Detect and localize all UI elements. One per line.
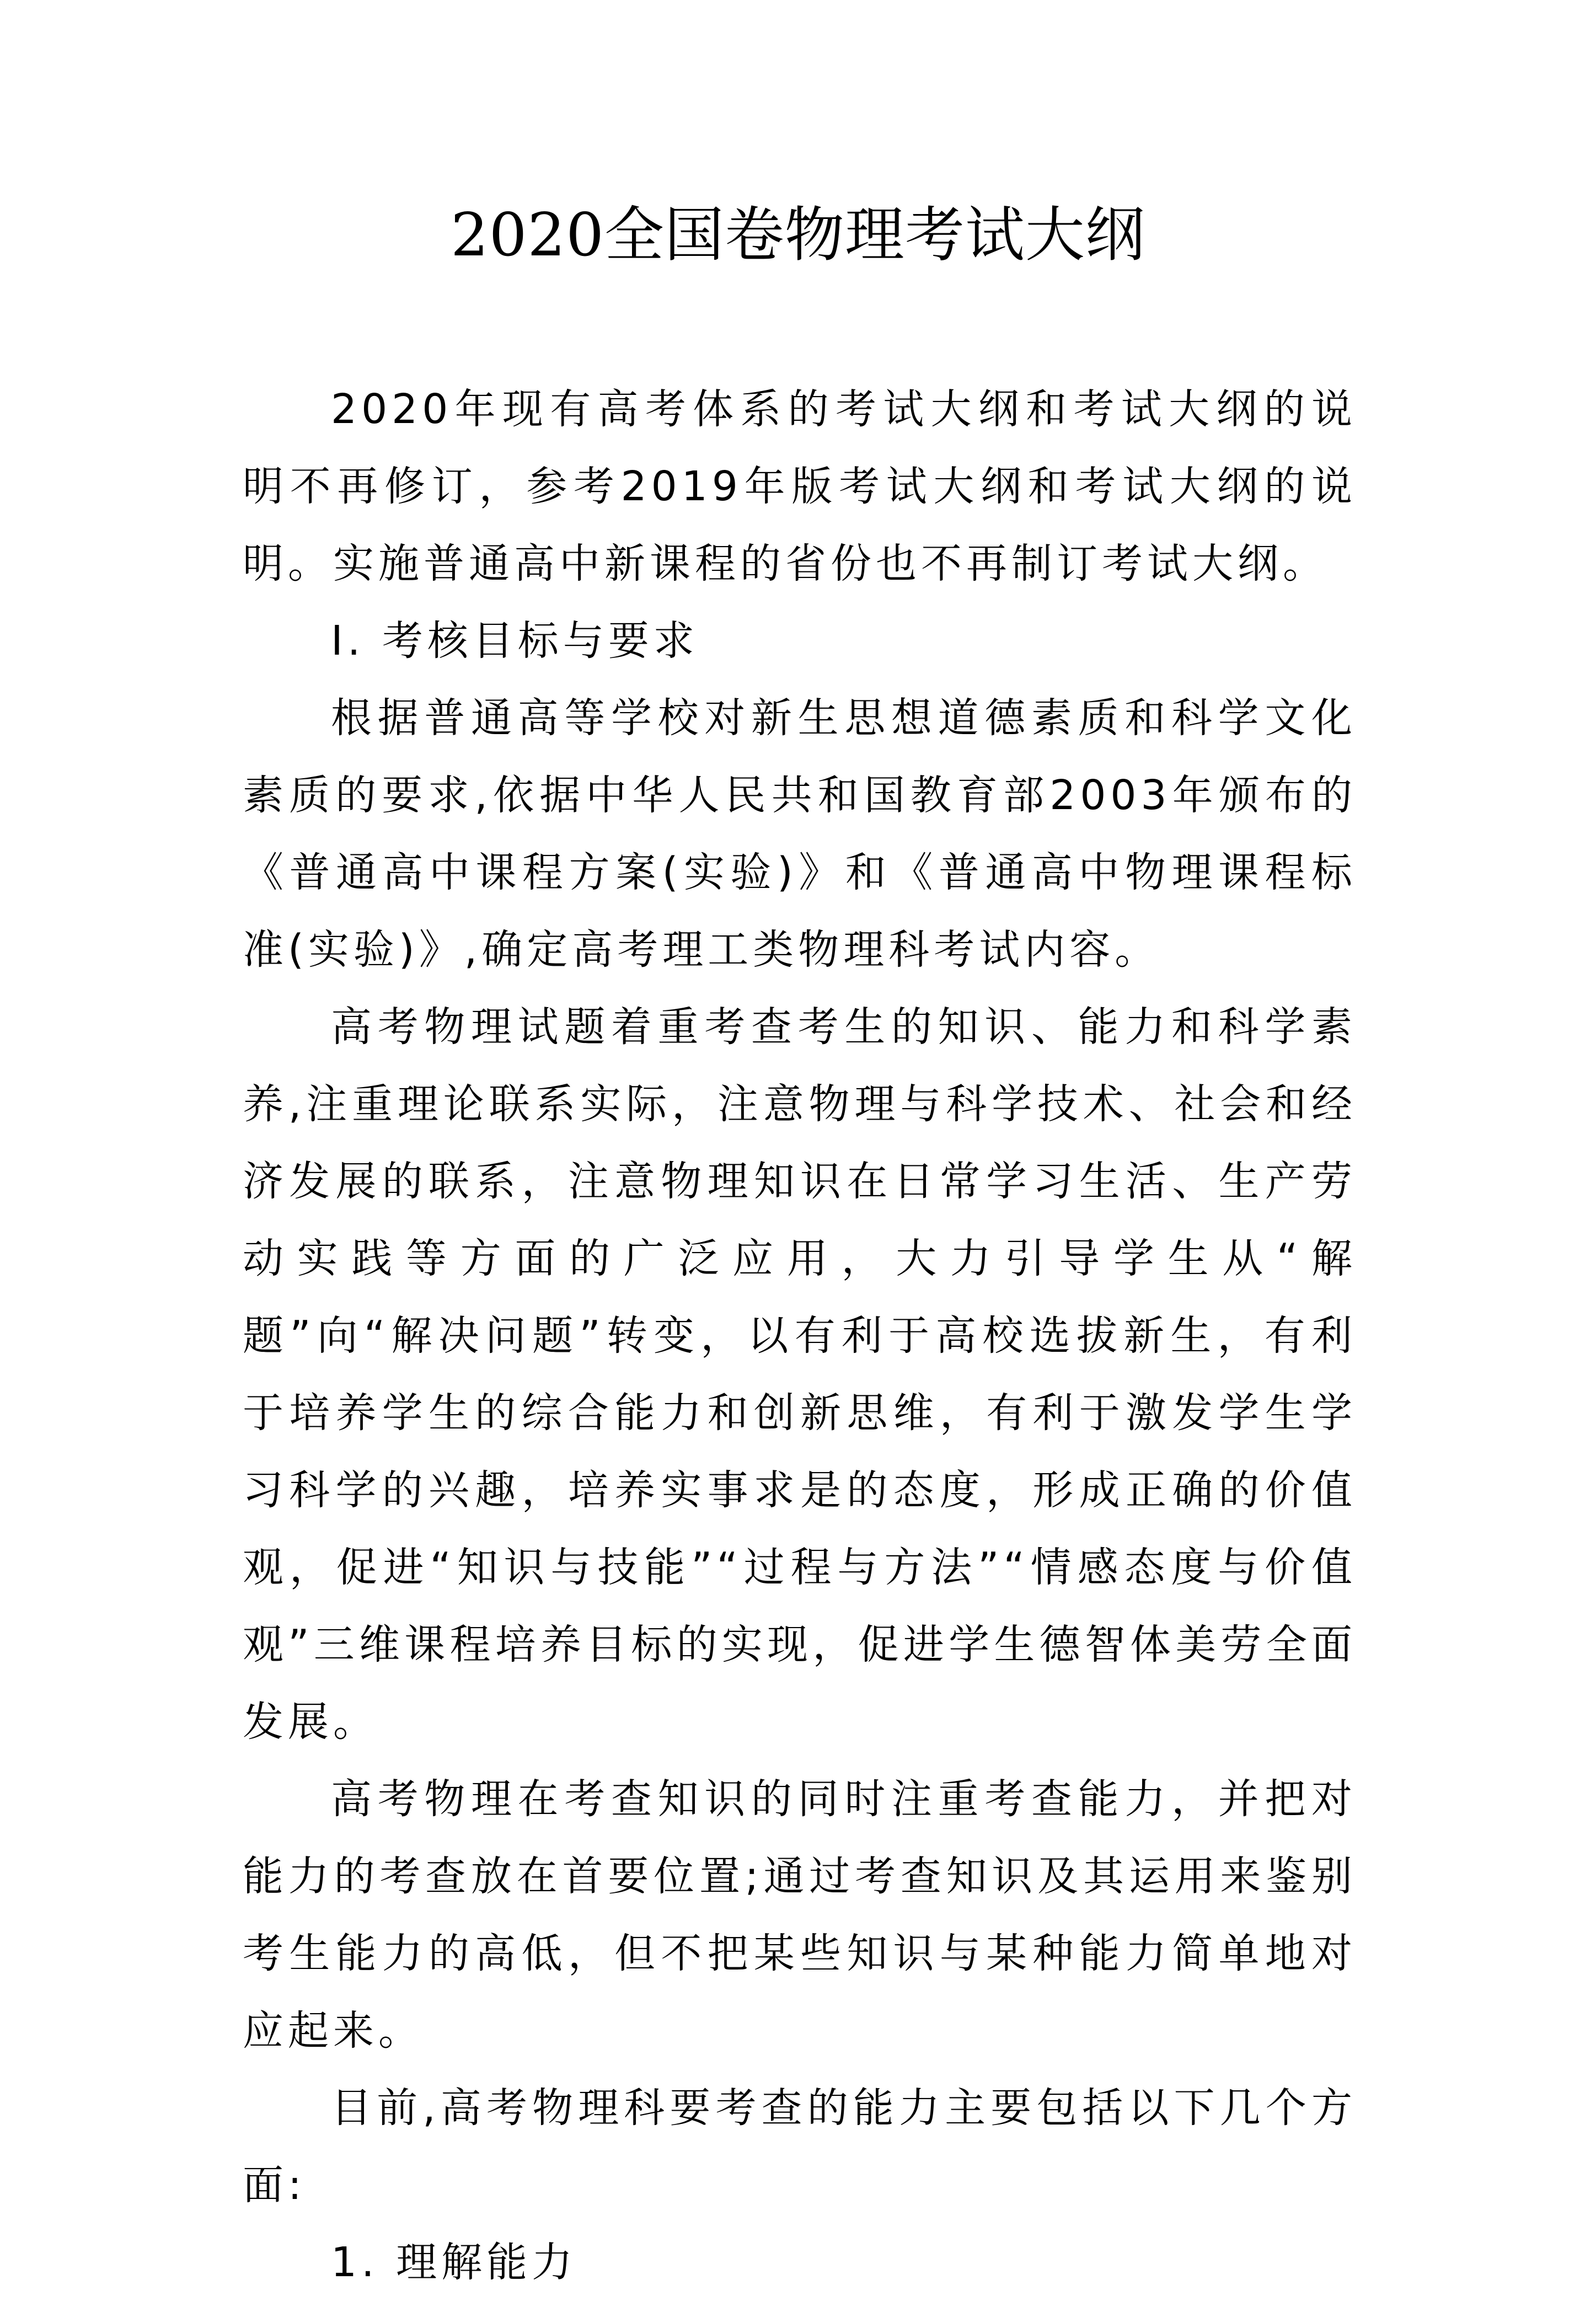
document-title: 2020全国卷物理考试大纲: [451, 201, 1145, 270]
paragraph-focus: 高考物理试题着重考查考生的知识、能力和科学素养,注重理论联系实际，注意物理与科学技术、社会和经济发展的联系，注意物理知识在日常学习生活、生产劳动实践等方面的广泛应用，大力引导学生从“解题”向“解决问题”转变，以有利于高校选拔新生，有利于培养学生的综合能力和创新思维，有利于激发学生学习科学的兴趣，培养实事求是的态度，形成正确的价值观，促进“知识与技能”“过程与方法”“情感态度与价值观”三维课程培养目标的实现，促进学生德智体美劳全面发展。: [243, 1003, 1357, 1746]
document-body: [243, 371, 1357, 2301]
section-heading-assessment-goals: Ⅰ. 考核目标与要求: [331, 617, 699, 665]
paragraph-basis: 根据普通高等学校对新生思想道德素质和科学文化素质的要求,依据中华人民共和国教育部2003年颁布的《普通高中课程方案(实验)》和《普通高中物理课程标准(实验)》,确定高考理工类物理科考试内容。: [243, 694, 1357, 973]
list-item-understanding-ability: 1. 理解能力: [331, 2239, 577, 2286]
paragraph-intro: 2020年现有高考体系的考试大纲和考试大纲的说明不再修订，参考2019年版考试大纲和考试大纲的说明。实施普通高中新课程的省份也不再制订考试大纲。: [243, 386, 1357, 587]
paragraph-abilities-intro: 目前,高考物理科要考查的能力主要包括以下几个方面:: [243, 2084, 1357, 2209]
paragraph-knowledge-ability: 高考物理在考查知识的同时注重考查能力，并把对能力的考查放在首要位置;通过考查知识及其运用来鉴别考生能力的高低，但不把某些知识与某种能力简单地对应起来。: [243, 1775, 1357, 2054]
